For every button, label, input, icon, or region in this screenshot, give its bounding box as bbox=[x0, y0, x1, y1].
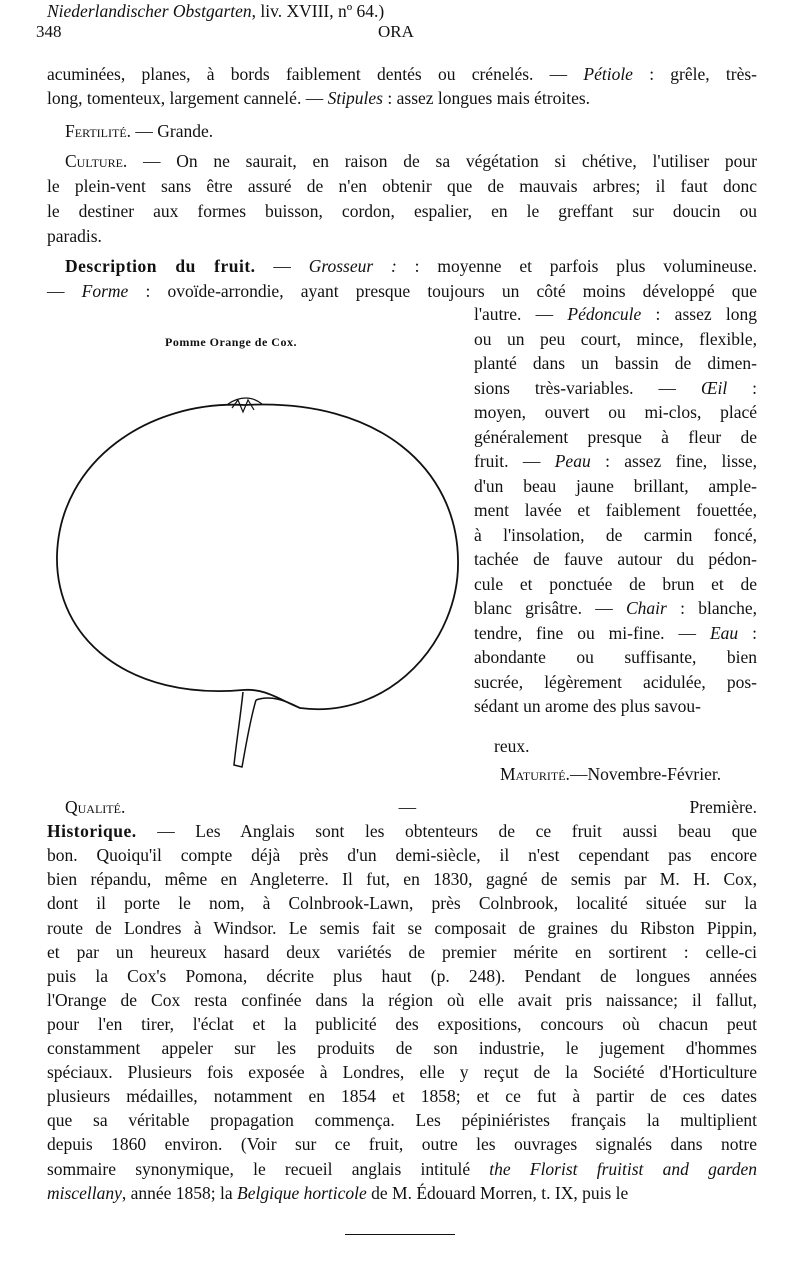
small-caps-label: Culture. bbox=[65, 151, 128, 171]
text-segment: le destiner aux formes buisson, cordon, espalier, en le greffant sur doucin ou bbox=[47, 201, 757, 221]
text-line bbox=[474, 303, 757, 325]
text-line bbox=[474, 377, 757, 399]
text-segment: à l'insolation, de carmin foncé, bbox=[474, 524, 757, 545]
italic-term: Pédoncule bbox=[567, 304, 642, 324]
text-line bbox=[47, 844, 757, 866]
text-segment: — On ne saurait, en raison de sa végétation si chétive, l'utiliser pour bbox=[127, 151, 757, 171]
text-segment: fruit. — bbox=[474, 451, 555, 471]
text-segment: reux. bbox=[494, 736, 530, 756]
text-line bbox=[47, 1013, 757, 1035]
text-segment: depuis 1860 environ. (Voir sur ce fruit, outre les ouvrages signalés dans notre bbox=[47, 1134, 757, 1155]
text-line bbox=[474, 499, 757, 521]
text-line bbox=[474, 548, 757, 570]
small-caps-label: Qualité. bbox=[65, 797, 126, 817]
text-line bbox=[47, 1109, 757, 1131]
text-segment: — Grande. bbox=[131, 121, 214, 141]
text-line bbox=[474, 597, 757, 619]
italic-term: Pétiole bbox=[583, 64, 633, 84]
italic-term: Œil bbox=[700, 377, 728, 398]
text-segment: : assez longues mais étroites. bbox=[383, 88, 591, 108]
text-segment: sédant un arome des plus savou- bbox=[474, 696, 701, 716]
text-line bbox=[474, 524, 757, 546]
text-segment: : ovoïde-arrondie, ayant presque toujours un côté moins développé que bbox=[128, 281, 757, 301]
text-line bbox=[47, 175, 757, 197]
text-segment: d'un beau jaune brillant, ample- bbox=[474, 475, 757, 496]
text-segment: dont il porte le nom, à Colnbrook-Lawn, près Colnbrook, localité située sur la bbox=[47, 893, 757, 914]
text-line bbox=[474, 695, 757, 717]
text-segment: l'autre. — bbox=[474, 304, 568, 324]
text-segment: —Novembre-Février. bbox=[569, 764, 722, 784]
text-segment: paradis. bbox=[47, 226, 102, 246]
text-segment: moyen, ouvert ou mi-clos, placé bbox=[474, 402, 757, 422]
italic-term: Eau bbox=[709, 622, 739, 643]
text-line bbox=[47, 820, 757, 842]
text-segment: et par un heureux hasard deux variétés de premier mérite en sortirent : celle-ci bbox=[47, 941, 757, 962]
text-line bbox=[47, 941, 757, 963]
text-line bbox=[47, 1133, 757, 1155]
text-segment: : grêle, très- bbox=[632, 64, 757, 84]
italic-term: Niederlandischer Obstgarten bbox=[47, 1, 252, 21]
text-line bbox=[474, 401, 757, 423]
figure-caption: Pomme Orange de Cox. bbox=[165, 335, 297, 349]
section-heading: Description du fruit. bbox=[65, 256, 256, 276]
text-segment: route de Londres à Windsor. Le semis fait se composait de graines du Ribston Pippin, bbox=[47, 917, 757, 938]
small-caps-label: Maturité. bbox=[500, 764, 570, 784]
text-segment: généralement presque à fleur de bbox=[474, 426, 757, 447]
text-line bbox=[47, 1061, 757, 1083]
italic-term: miscellany bbox=[47, 1182, 122, 1203]
text-line bbox=[500, 763, 721, 785]
text-segment: constamment appeler sur les produits de son industrie, le jugement d'hommes bbox=[47, 1038, 757, 1058]
text-line bbox=[47, 868, 757, 890]
text-segment: que sa véritable propagation commença. Les pépiniéristes français la multiplient bbox=[47, 1110, 757, 1131]
text-line bbox=[65, 796, 757, 818]
italic-term: Peau bbox=[554, 451, 591, 471]
text-segment: tendre, fine ou mi-fine. — bbox=[474, 622, 710, 643]
text-line bbox=[474, 450, 757, 472]
apple-outline bbox=[57, 405, 458, 710]
text-segment: : moyenne et parfois plus volumineuse. bbox=[396, 256, 758, 276]
text-segment: abondante ou suffisante, bien bbox=[474, 647, 757, 667]
text-segment: : assez fine, lisse, bbox=[590, 451, 757, 471]
running-title: ORA bbox=[378, 22, 414, 41]
end-rule bbox=[345, 1234, 455, 1235]
text-line bbox=[47, 1085, 757, 1107]
text-segment: : bbox=[727, 377, 757, 398]
small-caps-label: Fertilité. bbox=[65, 121, 132, 141]
text-line bbox=[47, 989, 757, 1011]
italic-term: Belgique horticole bbox=[237, 1182, 367, 1203]
text-line bbox=[474, 622, 757, 644]
text-line bbox=[474, 352, 757, 374]
text-line bbox=[494, 735, 529, 757]
text-line bbox=[65, 150, 757, 172]
text-line bbox=[474, 475, 757, 497]
text-segment: tachée de fauve autour du pédon- bbox=[474, 549, 757, 569]
page-number: 348 bbox=[36, 22, 62, 41]
italic-term: the Florist fruitist and garden bbox=[489, 1158, 757, 1179]
text-segment: de M. Édouard Morren, t. IX, puis le bbox=[366, 1182, 629, 1203]
text-segment: , année 1858; la bbox=[121, 1182, 238, 1203]
text-segment: le plein-vent sans être assuré de n'en obtenir que de mauvais arbres; il faut donc bbox=[47, 176, 757, 196]
text-line bbox=[47, 280, 757, 302]
text-line bbox=[474, 671, 757, 693]
text-segment: puis la Cox's Pomona, décrite plus haut (p. 248). Pendant de longues années bbox=[47, 965, 757, 986]
text-segment: plusieurs médailles, notamment en 1854 et 1858; et ce fut à partir de ces dates bbox=[47, 1086, 757, 1107]
apple-stem bbox=[234, 692, 300, 767]
text-line bbox=[47, 0, 757, 22]
text-segment: — bbox=[255, 256, 309, 276]
text-segment: long, tomenteux, largement cannelé. — bbox=[47, 88, 328, 108]
text-segment: sions très-variables. — bbox=[474, 377, 701, 398]
text-segment: cule et ponctuée de brun et de bbox=[474, 573, 757, 594]
text-line bbox=[65, 120, 213, 142]
text-line bbox=[47, 1037, 757, 1059]
text-segment: sucrée, légèrement acidulée, pos- bbox=[474, 671, 757, 692]
text-line bbox=[47, 1158, 757, 1180]
text-line bbox=[47, 200, 757, 222]
italic-term: Chair bbox=[626, 598, 667, 618]
text-segment: ou un peu court, mince, flexible, bbox=[474, 328, 757, 349]
text-segment: — Les Anglais sont les obtenteurs de ce fruit aussi beau que bbox=[136, 821, 757, 842]
text-segment: : assez long bbox=[641, 304, 757, 324]
text-line bbox=[47, 63, 757, 85]
text-line bbox=[474, 426, 757, 448]
text-line bbox=[47, 225, 757, 247]
text-line bbox=[474, 328, 757, 350]
text-segment: planté dans un bassin de dimen- bbox=[474, 353, 757, 373]
text-segment: : bbox=[738, 622, 757, 643]
text-segment: , liv. XVIII, nº 64.) bbox=[251, 1, 385, 21]
text-segment: l'Orange de Cox resta confinée dans la région où elle avait pris naissance; il fallut, bbox=[47, 989, 757, 1010]
text-segment: bien répandu, même en Angleterre. Il fut, en 1830, gagné de semis par M. H. Cox, bbox=[47, 869, 757, 890]
text-line bbox=[47, 917, 757, 939]
text-line bbox=[47, 965, 757, 987]
italic-term: Forme bbox=[81, 281, 129, 301]
text-segment: — bbox=[47, 281, 82, 301]
text-segment: spéciaux. Plusieurs fois exposée à Londres, elle y reçut de la Société d'Horticulture bbox=[47, 1062, 757, 1083]
italic-term: Grosseur : bbox=[308, 256, 397, 276]
text-line bbox=[47, 1182, 757, 1204]
text-line bbox=[65, 255, 757, 277]
text-line bbox=[474, 573, 757, 595]
text-segment: blanc grisâtre. — bbox=[474, 598, 626, 618]
text-line bbox=[474, 646, 757, 668]
italic-term: Stipules bbox=[327, 88, 383, 108]
text-line bbox=[47, 87, 757, 109]
section-heading: Historique. bbox=[47, 821, 137, 842]
text-segment: — Première. bbox=[125, 797, 757, 817]
text-segment: bon. Quoiqu'il compte déjà près d'un demi-siècle, il n'est cependant pas encore bbox=[47, 845, 757, 866]
text-segment: ment lavée et faiblement fouettée, bbox=[474, 500, 757, 520]
text-segment: sommaire synonymique, le recueil anglais intitulé bbox=[47, 1158, 490, 1179]
text-segment: pour l'en tirer, l'éclat et la publicité des expositions, concours où chacun peut bbox=[47, 1013, 757, 1034]
text-segment: : blanche, bbox=[666, 598, 758, 618]
text-line bbox=[47, 892, 757, 914]
text-segment: acuminées, planes, à bords faiblement dentés ou crénelés. — bbox=[47, 64, 584, 84]
